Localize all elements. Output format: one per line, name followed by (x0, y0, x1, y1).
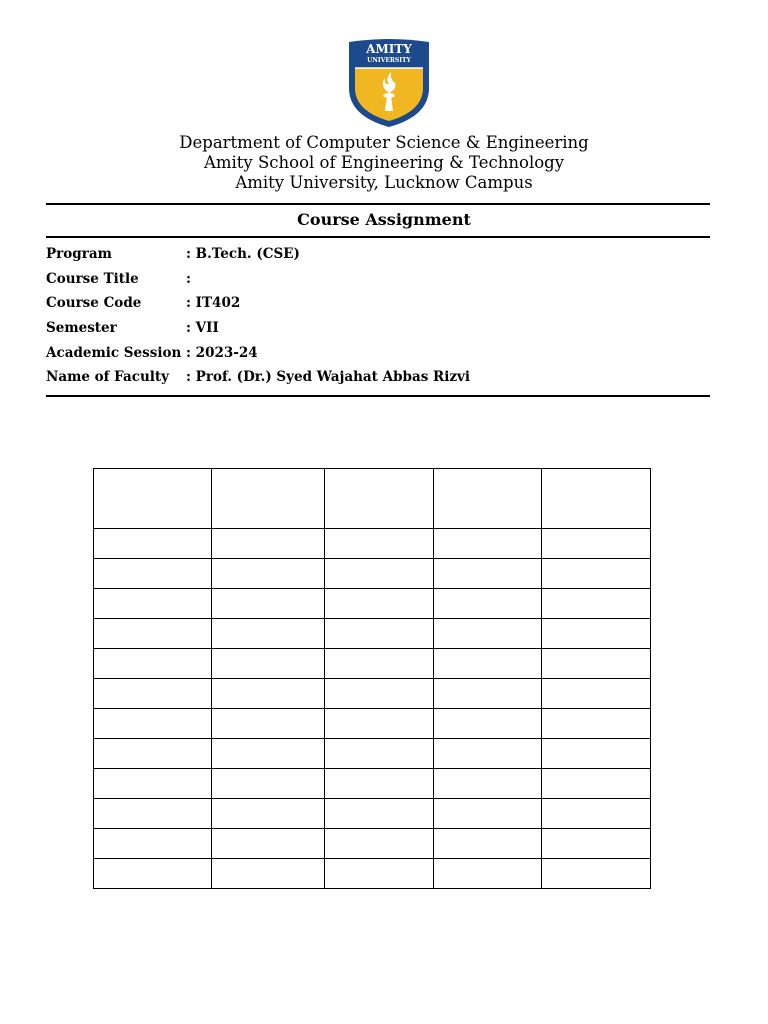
table-cell (212, 559, 325, 589)
table-cell (212, 679, 325, 709)
table-row (94, 619, 651, 649)
table-cell (434, 619, 542, 649)
table-cell (94, 679, 212, 709)
table-row (94, 589, 651, 619)
table-cell (325, 859, 434, 889)
campus-name: Amity University, Lucknow Campus (235, 173, 533, 192)
logo-subtitle: UNIVERSITY (367, 57, 411, 64)
info-value: : (186, 270, 191, 287)
table-cell (212, 709, 325, 739)
table-cell (212, 829, 325, 859)
info-row-semester (46, 319, 470, 344)
table-cell (325, 589, 434, 619)
assignment-title: Course Assignment (297, 210, 471, 229)
table-cell (325, 619, 434, 649)
info-row-course-code (46, 294, 470, 319)
info-label: Academic Session (46, 344, 182, 361)
info-row-course-title (46, 270, 470, 295)
document-header (0, 133, 768, 193)
table-cell (325, 739, 434, 769)
table-header-cell (325, 469, 434, 529)
table-header-cell (434, 469, 542, 529)
torch-crest-icon (347, 38, 431, 128)
table-cell (434, 589, 542, 619)
table-cell (325, 769, 434, 799)
table-cell (212, 739, 325, 769)
table-cell (325, 679, 434, 709)
info-row-academic-session (46, 344, 470, 369)
table-cell (94, 769, 212, 799)
table-cell (94, 739, 212, 769)
table-cell (542, 529, 651, 559)
table-cell (542, 829, 651, 859)
table-row (94, 829, 651, 859)
table-cell (94, 859, 212, 889)
table-cell (94, 589, 212, 619)
table-cell (212, 769, 325, 799)
table-row (94, 799, 651, 829)
table-row (94, 559, 651, 589)
table-cell (434, 529, 542, 559)
title-divider (46, 236, 710, 238)
top-divider (46, 203, 710, 205)
table-cell (542, 559, 651, 589)
logo-title: AMITY (366, 42, 412, 56)
table-cell (434, 799, 542, 829)
info-value: : IT402 (186, 295, 241, 312)
table-cell (434, 709, 542, 739)
info-value: : B.Tech. (CSE) (186, 246, 300, 262)
info-value: : Prof. (Dr.) Syed Wajahat Abbas Rizvi (186, 369, 471, 386)
info-value: : VII (186, 320, 219, 337)
table-row (94, 769, 651, 799)
bottom-divider (46, 395, 710, 397)
table-cell (94, 619, 212, 649)
table-cell (325, 709, 434, 739)
table-cell (542, 769, 651, 799)
department-name: Department of Computer Science & Engineering (179, 133, 589, 152)
table-cell (325, 799, 434, 829)
table-cell (212, 799, 325, 829)
table-cell (325, 829, 434, 859)
info-row-faculty (46, 368, 470, 393)
table-cell (542, 709, 651, 739)
table-row (94, 739, 651, 769)
table-cell (434, 679, 542, 709)
table-cell (434, 859, 542, 889)
table-cell (434, 649, 542, 679)
table-cell (212, 649, 325, 679)
table-row (94, 529, 651, 559)
table-cell (94, 529, 212, 559)
table-row (94, 709, 651, 739)
university-logo (347, 38, 431, 128)
table-cell (212, 589, 325, 619)
school-name: Amity School of Engineering & Technology (203, 153, 565, 172)
blank-table (93, 468, 651, 889)
table-cell (542, 799, 651, 829)
table-cell (94, 829, 212, 859)
table-cell (212, 859, 325, 889)
info-label: Course Title (46, 270, 139, 287)
table-cell (542, 649, 651, 679)
table-cell (325, 529, 434, 559)
info-label: Name of Faculty (46, 369, 170, 386)
table-header-row (94, 469, 651, 529)
table-row (94, 679, 651, 709)
table-cell (542, 679, 651, 709)
info-label: Program (46, 246, 112, 262)
info-row-program (46, 245, 470, 270)
table-cell (212, 619, 325, 649)
table-cell (434, 559, 542, 589)
table-cell (94, 559, 212, 589)
table-cell (434, 769, 542, 799)
table-cell (212, 529, 325, 559)
table-header-cell (542, 469, 651, 529)
table-row (94, 649, 651, 679)
table-cell (94, 709, 212, 739)
table-cell (542, 859, 651, 889)
table-cell (94, 649, 212, 679)
table-cell (325, 649, 434, 679)
table-cell (542, 589, 651, 619)
table-header-cell (212, 469, 325, 529)
table-row (94, 859, 651, 889)
table-cell (94, 799, 212, 829)
info-value: : 2023-24 (186, 344, 258, 361)
course-info (46, 245, 470, 393)
table-cell (434, 739, 542, 769)
table-cell (434, 829, 542, 859)
table-cell (325, 559, 434, 589)
table-cell (542, 739, 651, 769)
info-label: Semester (46, 320, 117, 337)
table-cell (542, 619, 651, 649)
info-label: Course Code (46, 295, 142, 312)
table-header-cell (94, 469, 212, 529)
